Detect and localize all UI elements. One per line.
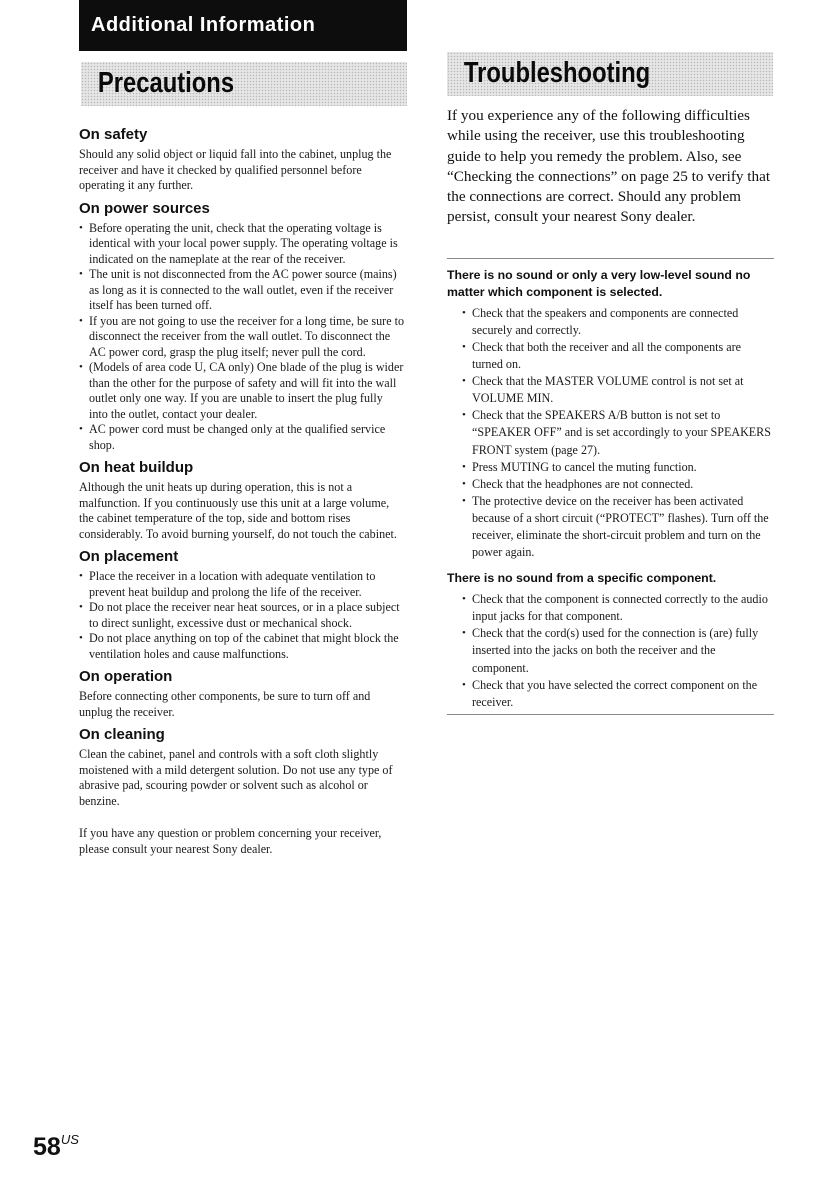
page-region-suffix: US — [60, 1132, 79, 1147]
precautions-title: Precautions — [97, 67, 235, 99]
section-heading-power: On power sources — [79, 199, 210, 217]
troubleshooting-column — [447, 106, 774, 715]
list-item: • AC power cord must be changed only at the qualified service shop. — [79, 422, 404, 453]
section-header-bar — [79, 0, 407, 51]
list-item: • Check that both the receiver and all the components are turned on. — [462, 339, 774, 373]
placement-list — [79, 569, 404, 662]
list-item: • The protective device on the receiver has been activated because of a short circuit (“PROTECT” flashes). Turn off the receiver, eliminate the short-circuit problem and turn on the power again. — [462, 493, 774, 561]
specific-component-checklist — [447, 591, 774, 711]
list-item: • Place the receiver in a location with adequate ventilation to prevent heat buildup and prolong the life of the receiver. — [79, 569, 404, 600]
problem-heading-specific-component: There is no sound from a specific component. — [447, 571, 717, 586]
divider — [447, 714, 774, 715]
cleaning-paragraph: Clean the cabinet, panel and controls with a soft cloth slightly moistened with a mild detergent solution. Do not use any type of abrasive pad, scouring powder or solvent such as alcohol or benzine. — [79, 747, 393, 808]
list-item: • The unit is not disconnected from the AC power source (mains) as long as it is connected to the wall outlet, even if the receiver itself has been turned off. — [79, 267, 404, 314]
section-heading-heat: On heat buildup — [79, 459, 194, 476]
precautions-column — [79, 126, 404, 857]
troubleshooting-banner — [447, 52, 773, 96]
troubleshooting-title: Troubleshooting — [463, 57, 651, 89]
list-item: • Before operating the unit, check that the operating voltage is identical with your local power supply. The operating voltage is indicated on the nameplate at the rear of the receiver. — [79, 221, 404, 268]
no-sound-checklist — [447, 305, 774, 561]
heat-paragraph: Although the unit heats up during operation, this is not a malfunction. If you continuously use this unit at a large volume, the cabinet temperature of the top, side and bottom rises considerably. To avoid burning yourself, do not touch the cabinet. — [79, 480, 397, 541]
list-item: • Check that the speakers and components are connected securely and correctly. — [462, 305, 774, 339]
precautions-banner — [81, 62, 407, 106]
section-title: Additional Information — [91, 14, 316, 36]
section-heading-operation: On operation — [79, 668, 173, 685]
power-list — [79, 221, 404, 454]
safety-paragraph: Should any solid object or liquid fall into the cabinet, unplug the receiver and have it checked by qualified personnel before operating it any further. — [79, 147, 392, 192]
section-heading-cleaning: On cleaning — [79, 726, 165, 743]
page-number — [33, 1133, 79, 1162]
list-item: • Do not place anything on top of the cabinet that might block the ventilation holes and cause malfunctions. — [79, 631, 404, 662]
page-number-value: 58 — [33, 1133, 61, 1161]
operation-paragraph: Before connecting other components, be sure to turn off and unplug the receiver. — [79, 689, 371, 719]
list-item: • Press MUTING to cancel the muting function. — [462, 459, 774, 476]
troubleshooting-intro: If you experience any of the following difficulties while using the receiver, use this troubleshooting guide to help you remedy the problem. Also, see “Checking the connections” on page 25 to verify that the connections are correct. Should any problem persist, consult your nearest Sony dealer. — [447, 107, 771, 226]
section-heading-placement: On placement — [79, 548, 179, 565]
problem-heading-no-sound: There is no sound or only a very low-level sound no matter which component is selected. — [447, 267, 751, 299]
list-item: • (Models of area code U, CA only) One blade of the plug is wider than the other for the purpose of safety and will fit into the wall outlet only one way. If you are unable to insert the plug fully into the outlet, contact your dealer. — [79, 360, 404, 422]
list-item: • Check that the component is connected correctly to the audio input jacks for that component. — [462, 591, 774, 625]
closing-paragraph: If you have any question or problem concerning your receiver, please consult your nearest Sony dealer. — [79, 826, 382, 856]
section-heading-safety: On safety — [79, 126, 148, 143]
list-item: • Check that the headphones are not connected. — [462, 476, 774, 493]
list-item: • Check that you have selected the correct component on the receiver. — [462, 677, 774, 711]
list-item: • Check that the cord(s) used for the connection is (are) fully inserted into the jacks on both the receiver and the component. — [462, 625, 774, 676]
divider — [447, 258, 774, 259]
list-item: • If you are not going to use the receiver for a long time, be sure to disconnect the receiver from the wall outlet. To disconnect the AC power cord, grasp the plug itself; never pull the cord. — [79, 314, 404, 361]
list-item: • Do not place the receiver near heat sources, or in a place subject to direct sunlight, excessive dust or mechanical shock. — [79, 600, 404, 631]
list-item: • Check that the MASTER VOLUME control is not set at VOLUME MIN. — [462, 373, 774, 407]
list-item: • Check that the SPEAKERS A/B button is not set to “SPEAKER OFF” and is set accordingly to your SPEAKERS FRONT system (page 27). — [462, 407, 774, 458]
